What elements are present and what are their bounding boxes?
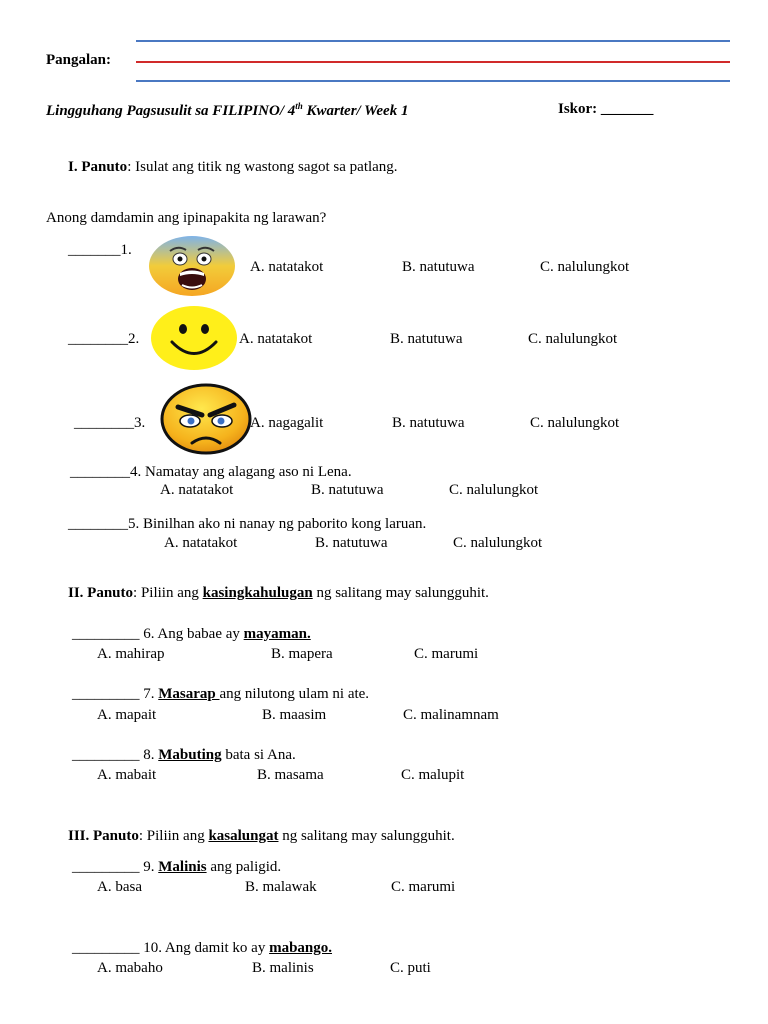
- section1-instruction: I. Panuto: Isulat ang titik ng wastong sagot sa patlang.: [68, 159, 398, 175]
- quiz-title: Lingguhang Pagsusulit sa FILIPINO/ 4th Kwarter/ Week 1: [46, 101, 409, 119]
- item9-question: _________ 9. Malinis ang paligid.: [72, 859, 282, 875]
- item6-option-a: A. mahirap: [97, 646, 165, 662]
- section3-instruction: III. Panuto: Piliin ang kasalungat ng salitang may salungguhit.: [68, 828, 455, 844]
- item5-option-b: B. natutuwa: [315, 535, 388, 551]
- item10-option-c: C. puti: [390, 960, 431, 976]
- item4-option-a: A. natatakot: [160, 482, 234, 498]
- item10-option-a: A. mabaho: [97, 960, 163, 976]
- score-label: Iskor: _______: [558, 101, 654, 117]
- item7-option-a: A. mapait: [97, 707, 157, 723]
- item9-blank[interactable]: _________: [72, 859, 140, 875]
- item5-blank[interactable]: ________5.: [68, 516, 140, 532]
- item6-question: _________ 6. Ang babae ay mayaman.: [72, 626, 311, 642]
- item4-option-c: C. nalulungkot: [449, 482, 539, 498]
- item4-option-b: B. natutuwa: [311, 482, 384, 498]
- name-line-middle: [136, 61, 730, 63]
- item8-option-b: B. masama: [257, 767, 324, 783]
- item1-option-c: C. nalulungkot: [540, 259, 630, 275]
- item5-option-a: A. natatakot: [164, 535, 238, 551]
- item8-option-a: A. mabait: [97, 767, 157, 783]
- item6-blank[interactable]: _________: [72, 626, 140, 642]
- item10-blank[interactable]: _________: [72, 940, 140, 956]
- item2-blank[interactable]: ________2.: [68, 331, 140, 347]
- item2-option-c: C. nalulungkot: [528, 331, 618, 347]
- item7-blank[interactable]: _________: [72, 686, 140, 702]
- item10-question: _________ 10. Ang damit ko ay mabango.: [72, 940, 333, 956]
- item7-question: _________ 7. Masarap ang nilutong ulam ni ate.: [72, 686, 370, 702]
- name-label: Pangalan:: [46, 52, 112, 68]
- item3-option-b: B. natutuwa: [392, 415, 465, 431]
- item8-option-c: C. malupit: [401, 767, 465, 783]
- item6-option-b: B. mapera: [271, 646, 333, 662]
- item1-option-b: B. natutuwa: [402, 259, 475, 275]
- item1-option-a: A. natatakot: [250, 259, 324, 275]
- item3-blank[interactable]: ________3.: [74, 415, 146, 431]
- item5-question: ________5. Binilhan ako ni nanay ng paborito kong laruan.: [68, 516, 427, 532]
- item8-question: _________ 8. Mabuting bata si Ana.: [72, 747, 296, 763]
- item8-blank[interactable]: _________: [72, 747, 140, 763]
- smiley-face-icon: [150, 305, 238, 371]
- item2-option-b: B. natutuwa: [390, 331, 463, 347]
- item9-option-b: B. malawak: [245, 879, 317, 895]
- item3-option-c: C. nalulungkot: [530, 415, 620, 431]
- item9-option-c: C. marumi: [391, 879, 456, 895]
- item7-option-c: C. malinamnam: [403, 707, 499, 723]
- item9-option-a: A. basa: [97, 879, 142, 895]
- scared-face-icon: [148, 235, 236, 297]
- name-line-bottom: [136, 80, 730, 82]
- item3-option-a: A. nagagalit: [250, 415, 324, 431]
- section2-instruction: II. Panuto: Piliin ang kasingkahulugan ng salitang may salungguhit.: [68, 585, 489, 601]
- item4-question: ________4. Namatay ang alagang aso ni Lena.: [70, 464, 352, 480]
- item10-option-b: B. malinis: [252, 960, 314, 976]
- angry-face-icon: [160, 383, 252, 455]
- item5-option-c: C. nalulungkot: [453, 535, 543, 551]
- item6-option-c: C. marumi: [414, 646, 479, 662]
- section1-question: Anong damdamin ang ipinapakita ng larawan?: [46, 210, 327, 226]
- item2-option-a: A. natatakot: [239, 331, 313, 347]
- item7-option-b: B. maasim: [262, 707, 327, 723]
- name-line-top: [136, 40, 730, 42]
- item1-blank[interactable]: _______1.: [68, 242, 132, 258]
- item4-blank[interactable]: ________4.: [70, 464, 142, 480]
